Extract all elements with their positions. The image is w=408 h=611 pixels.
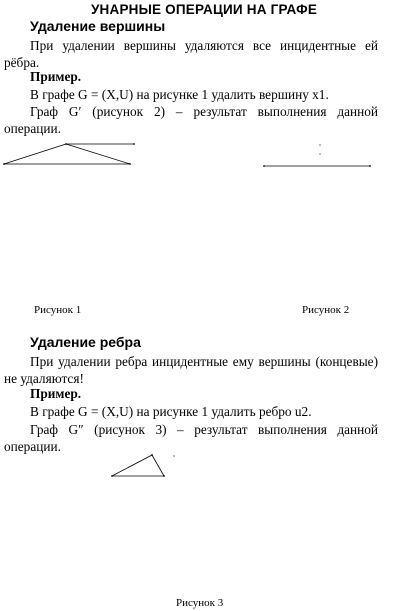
section2-intro: При удалении ребра инцидентные ему вершины (концевые) не удаляются! [4,354,378,386]
section1-result: Граф G′ (рисунок 2) – результат выполнения данной операции. [4,104,378,136]
figure-1-graph [0,140,180,180]
graph-vertex [133,143,135,145]
graph-edge [4,144,66,164]
section1-example-label: Пример. [30,69,82,84]
graph-vertex [111,475,113,477]
section2-task: В графе G = (X,U) на рисунке 1 удалить ребро u2. [30,404,312,419]
graph-vertex [319,153,321,155]
graph-vertex [173,455,175,457]
graph-vertex [319,144,321,146]
section2-example-label: Пример. [30,386,82,401]
graph-vertex [263,165,265,167]
graph-vertex [151,454,153,456]
figure-3-graph [108,452,188,482]
figure-1-caption: Рисунок 1 [34,304,82,316]
graph-vertex [369,165,371,167]
section2-heading: Удаление ребра [30,334,141,350]
graph-edge [152,455,164,476]
figure-3-caption: Рисунок 3 [176,597,224,609]
page-title: УНАРНЫЕ ОПЕРАЦИИ НА ГРАФЕ [90,2,318,17]
section2-result: Граф G″ (рисунок 3) – результат выполнения данной операции. [4,422,378,454]
graph-vertex [65,143,67,145]
section1-task: В графе G = (X,U) на рисунке 1 удалить вершину x1. [30,87,329,102]
section1-intro: При удалении вершины удаляются все инцидентные ей рёбра. [4,38,378,70]
figure-2-graph [260,140,380,180]
graph-vertex [129,163,131,165]
figure-2-caption: Рисунок 2 [302,304,350,316]
graph-vertex [3,163,5,165]
section1-heading: Удаление вершины [30,18,166,34]
graph-edge [66,144,130,164]
graph-vertex [163,475,165,477]
graph-edge [112,455,152,476]
